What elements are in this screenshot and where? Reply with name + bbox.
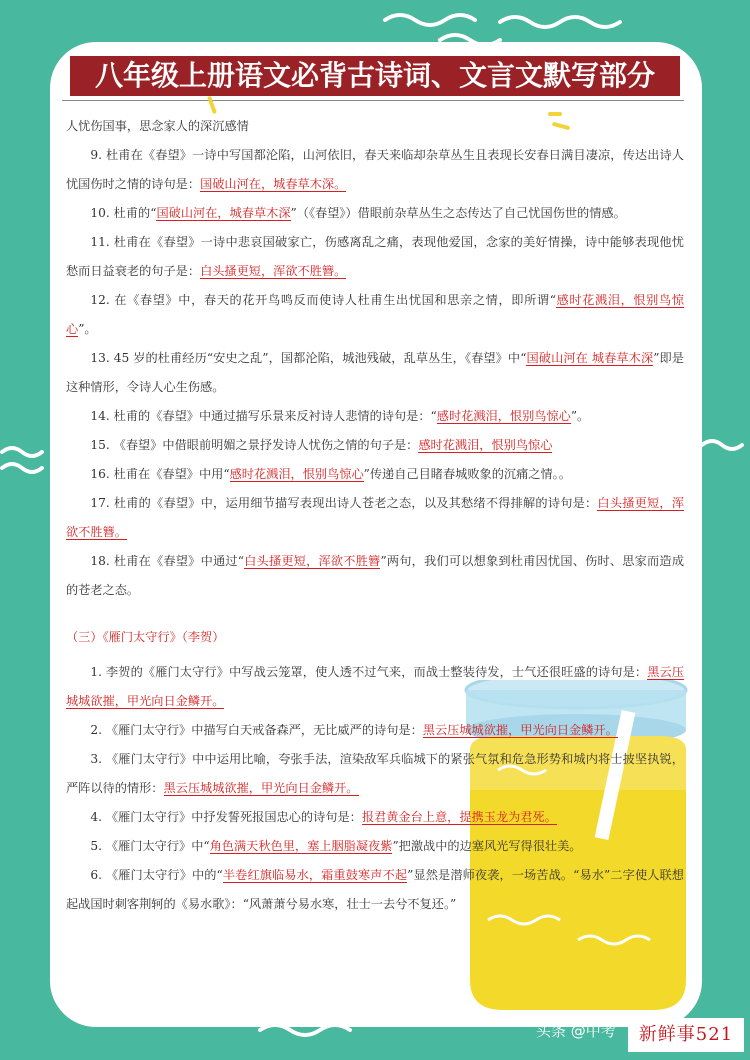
question-item [66, 745, 684, 803]
question-list-chunwang [66, 141, 684, 605]
question-tail: ”传递自己目睹春城败象的沉痛之情。。 [363, 467, 571, 481]
answer-text: 国破山河在 城春草木深 [526, 351, 654, 365]
question-item [66, 141, 684, 199]
question-text: 18. 杜甫在《春望》中通过“ [90, 554, 244, 568]
answer-text: 国破山河在，城春草木深 [156, 206, 291, 220]
question-item [66, 489, 684, 547]
question-item [66, 402, 684, 431]
page-title: 八年级上册语文必背古诗词、文言文默写部分 [70, 56, 680, 96]
question-item [66, 547, 684, 605]
answer-text: 感时花溅泪，恨别鸟惊心 [436, 409, 571, 423]
question-tail: ”（《春望》）借眼前杂草丛生之态传达了自己忧国伤世的情感。 [290, 206, 626, 220]
question-item [66, 716, 684, 745]
answer-text: 国破山河在，城春草木深。 [200, 177, 347, 191]
title-divider [62, 100, 684, 101]
question-item [66, 658, 684, 716]
question-item [66, 832, 684, 861]
question-tail: ”显然是潜师夜袭，一场苦战。“易水”二字使人联想起战国时刺客荆轲的《易水歌》：“风萧萧兮易水寒，壮士一去兮不复还。” [66, 868, 684, 911]
answer-text: 报君黄金台上意，提携玉龙为君死。 [361, 810, 557, 824]
question-list-yanmen [66, 658, 684, 919]
answer-text: 角色满天秋色里，塞上胭脂凝夜紫 [209, 839, 393, 853]
question-item [66, 228, 684, 286]
answer-text: 黑云压城城欲摧，甲光向日金鳞开。 [422, 723, 618, 737]
question-text: 6. 《雁门太守行》中的“ [90, 868, 223, 882]
question-text: 12. 在《春望》中，春天的花开鸟鸣反而使诗人杜甫生出忧国和思亲之情，即所谓“ [90, 293, 556, 307]
question-item [66, 803, 684, 832]
question-item [66, 199, 684, 228]
answer-text: 半卷红旗临易水，霜重鼓寒声不起 [222, 868, 408, 882]
question-item [66, 861, 684, 919]
question-text: 5. 《雁门太守行》中“ [90, 839, 210, 853]
question-item [66, 431, 684, 460]
document-body [66, 112, 684, 919]
wave-decoration-left [0, 440, 48, 480]
question-text: 4. 《雁门太守行》中抒发誓死报国忠心的诗句是： [90, 810, 362, 824]
answer-text: 黑云压城城欲摧，甲光向日金鳞开。 [66, 665, 684, 708]
question-text: 16. 杜甫在《春望》中用“ [90, 467, 230, 481]
source-watermark: 头条 @中考 [536, 1022, 616, 1040]
question-text: 1. 李贺的《雁门太守行》中写战云笼罩，使人透不过气来，而战士整装待发，士气还很旺盛的诗句是： [90, 665, 648, 679]
question-text: 15. 《春望》中借眼前明媚之景抒发诗人忧伤之情的句子是： [90, 438, 419, 452]
answer-text: 白头搔更短，浑欲不胜簪。 [200, 264, 347, 278]
lead-text: 人忧伤国事，思念家人的深沉感情 [66, 119, 249, 133]
question-text: 17. 杜甫的《春望》中，运用细节描写表现出诗人苍老之态，以及其愁绪不得排解的诗句是： [90, 496, 598, 510]
question-text: 14. 杜甫的《春望》中通过描写乐景来反衬诗人悲情的诗句是：“ [90, 409, 437, 423]
question-item [66, 286, 684, 344]
question-text: 10. 杜甫的“ [90, 206, 157, 220]
question-tail: ”把激战中的边塞风光写得很壮美。 [392, 839, 582, 853]
answer-text: 白头搔更短，浑欲不胜簪。 [66, 496, 685, 539]
question-item [66, 344, 684, 402]
answer-text: 白头搔更短，浑欲不胜簪 [243, 554, 381, 568]
question-text: 9. 杜甫在《春望》一诗中写国都沦陷，山河依旧，春天来临却杂草丛生且表现长安春日满目凄凉，传达出诗人忧国伤时之情的诗句是： [66, 148, 684, 191]
wave-decoration-right [700, 430, 750, 460]
answer-text: 感时花溅泪，恨别鸟惊心 [418, 438, 553, 452]
question-text: 2. 《雁门太守行》中描写白天戒备森严，无比威严的诗句是： [90, 723, 423, 737]
question-tail: ”即是这种情形，令诗人心生伤感。 [66, 351, 684, 394]
answer-text: 感时花溅泪，恨别鸟惊心 [229, 467, 364, 481]
question-text: 11. 杜甫在《春望》一诗中悲哀国破家亡，伤感离乱之痛，表现他爱国，念家的美好情操，诗中能够表现他忧愁而日益衰老的句子是： [66, 235, 684, 278]
question-tail: ”。 [78, 322, 97, 336]
question-tail: ”。 [570, 409, 590, 423]
question-text: 3. 《雁门太守行》中中运用比喻，夸张手法，渲染敌军兵临城下的紧张气氛和危急形势和城内将士披坚执锐，严阵以待的情形： [66, 752, 684, 795]
answer-text: 感时花溅泪，恨别鸟惊心 [66, 293, 684, 336]
section-heading: （三）《雁门太守行》（李贺） [66, 630, 225, 644]
brand-badge: 新鲜事521 [628, 1018, 744, 1052]
answer-text: 黑云压城城欲摧，甲光向日金鳞开。 [163, 781, 359, 795]
question-item [66, 460, 684, 489]
question-text: 13. 45 岁的杜甫经历“安史之乱”，国都沦陷，城池残破，乱草丛生，《春望》中“ [90, 351, 527, 365]
question-tail: ”两句，我们可以想象到杜甫因忧国、伤时、思家而造成的苍老之态。 [66, 554, 685, 597]
